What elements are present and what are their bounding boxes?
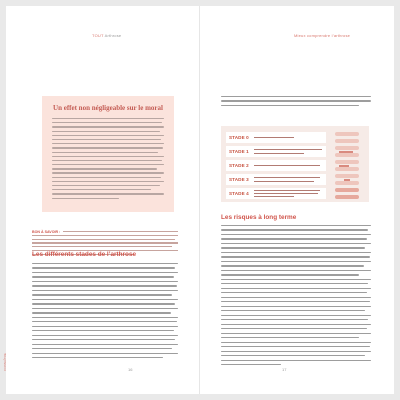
stage-row <box>226 146 326 157</box>
note-label: BON À SAVOIR : <box>32 230 61 234</box>
stage-label: STADE 2 <box>229 162 249 168</box>
section-title-stades: Les différents stades de l’arthrose <box>32 251 137 258</box>
side-tab <box>2 352 12 372</box>
box-text <box>52 118 164 202</box>
left-page <box>2 6 200 394</box>
page-number-left: 16 <box>128 367 133 372</box>
joint-illustration <box>331 174 363 185</box>
body-text-left <box>32 263 178 362</box>
body-text-right-top <box>221 96 371 109</box>
stage-label: STADE 4 <box>229 190 249 196</box>
stage-label: STADE 3 <box>229 176 249 182</box>
stage-row <box>226 188 326 199</box>
running-head-right: Mieux comprendre l’arthrose <box>294 33 351 38</box>
joint-illustration <box>331 132 363 143</box>
stage-label: STADE 0 <box>229 134 249 140</box>
running-head-left <box>92 33 121 38</box>
book-spread <box>2 6 394 394</box>
stage-row <box>226 174 326 185</box>
section-title-risques: Les risques à long terme <box>221 214 297 221</box>
running-head-topic: Arthrose <box>104 33 122 38</box>
side-tab-label: CONNAÎTRE <box>2 353 7 371</box>
stage-row <box>226 132 326 143</box>
stage-row <box>226 160 326 171</box>
stage-label: STADE 1 <box>229 148 249 154</box>
box-title: Un effet non négligeable sur le moral <box>53 104 163 112</box>
joint-illustration <box>331 188 363 199</box>
highlight-box <box>42 96 174 212</box>
page-number-right: 17 <box>282 367 287 372</box>
joint-illustration <box>331 146 363 157</box>
stages-diagram <box>221 126 369 202</box>
body-text-right <box>221 225 371 369</box>
right-page <box>200 6 394 394</box>
running-head-prefix: TOUT <box>92 33 104 38</box>
joint-illustration <box>331 160 363 171</box>
